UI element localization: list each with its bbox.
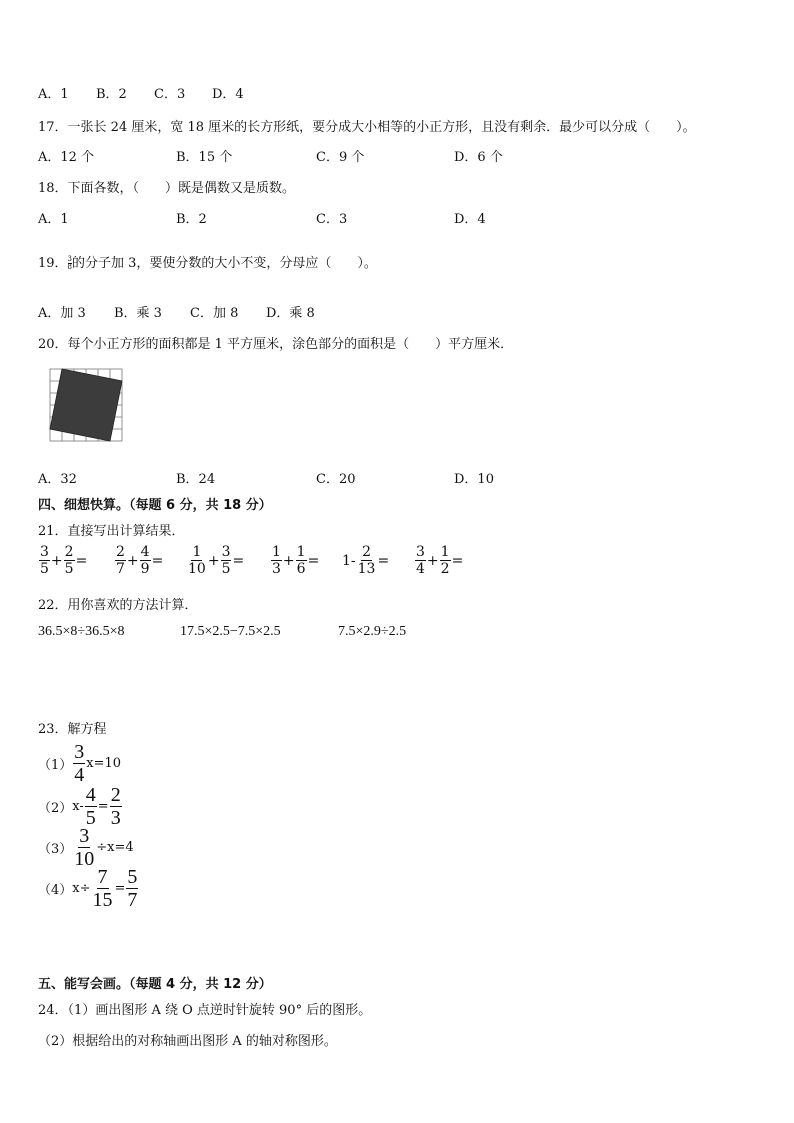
eq4-frac1-numerator: 7 [97, 866, 108, 888]
q22-expressions [38, 624, 406, 640]
q20-option-d[interactable]: D．10 [454, 472, 494, 487]
q16-option-d[interactable]: D．4 [212, 87, 244, 102]
q18-option-a[interactable]: A．1 [38, 212, 69, 227]
fraction-a [115, 545, 126, 576]
q17-option-b[interactable]: B．15 个 [176, 150, 233, 165]
fraction-a-numerator: 1 [192, 544, 202, 560]
q23-eq4 [38, 867, 139, 910]
fraction-a-denominator: 3 [272, 561, 281, 577]
operator: + [207, 552, 220, 569]
fraction-a-numerator: 2 [362, 544, 372, 560]
fraction-b [221, 545, 232, 576]
q20-option-b[interactable]: B．24 [176, 472, 216, 487]
q19-stem: 的分子加 3，要使分数的大小不变，分母应（ ）。 [72, 256, 377, 271]
fraction-a-denominator: 4 [416, 561, 425, 577]
q17-option-a[interactable]: A．12 个 [38, 150, 95, 165]
q19-number: 19． [38, 256, 68, 271]
eq2-label: （2） [38, 801, 73, 816]
q20-option-c[interactable]: C．20 [316, 472, 356, 487]
fraction-a-numerator: 2 [116, 544, 125, 560]
fraction-b [140, 545, 151, 576]
q22-expr-1: 36.5×8÷36.5×8 [38, 624, 125, 639]
eq2-fraction-1 [85, 785, 97, 828]
eq2-frac1-denominator: 5 [85, 807, 96, 829]
q21-text: 21．直接写出计算结果． [38, 524, 185, 539]
fraction-a [415, 545, 426, 576]
q16-option-a[interactable]: A．1 [38, 87, 69, 102]
q21-item [38, 545, 114, 576]
equals-sign: = [451, 552, 464, 569]
q18-option-d[interactable]: D．4 [454, 212, 486, 227]
q21-items [38, 545, 474, 576]
operator: + [50, 552, 63, 569]
fraction-a-numerator: 1 [272, 544, 281, 560]
eq4-fraction-2 [126, 867, 138, 910]
q21-item [114, 545, 186, 576]
q19-text [38, 252, 377, 271]
q17-text: 17．一张长 24 厘米，宽 18 厘米的长方形纸，要分成大小相等的小正方形，且没有剩余．最少可以分成（ ）。 [38, 120, 696, 135]
q20-options [38, 468, 494, 487]
q19-frac-numerator: 3 [67, 255, 73, 263]
q17-option-c[interactable]: C．9 个 [316, 150, 365, 165]
eq4-frac2-numerator: 5 [127, 866, 138, 888]
q21-item [414, 545, 474, 576]
fraction-a [271, 545, 282, 576]
fraction-a [357, 545, 377, 576]
q19-frac-denominator: 8 [67, 263, 73, 271]
fraction-b-numerator: 1 [296, 544, 306, 560]
eq1-label: （1） [38, 758, 73, 773]
eq2-equals: = [97, 799, 109, 814]
q16-options [38, 83, 244, 102]
q22-expr-2: 17.5×2.5−7.5×2.5 [180, 624, 281, 639]
fraction-a-numerator: 3 [416, 544, 425, 560]
q16-option-c[interactable]: C．3 [154, 87, 186, 102]
q23-eq3 [38, 826, 134, 869]
fraction-b-numerator: 1 [440, 544, 450, 560]
equals-sign: = [232, 552, 245, 569]
q16-option-b[interactable]: B．2 [96, 87, 127, 102]
q18-options [38, 208, 486, 227]
fraction-b-numerator: 3 [221, 544, 231, 560]
fraction-a-denominator: 5 [40, 561, 49, 577]
q20-text: 20．每个小正方形的面积都是 1 平方厘米，涂色部分的面积是（ ）平方厘米． [38, 337, 514, 352]
equals-sign: = [75, 552, 88, 569]
eq4-frac2-denominator: 7 [127, 889, 138, 911]
eq4-equals: = [114, 881, 126, 896]
fraction-b-denominator: 5 [221, 561, 231, 577]
fraction-b-denominator: 9 [140, 561, 150, 577]
fraction-b-denominator: 5 [64, 561, 74, 577]
eq3-rest: ÷x=4 [96, 840, 134, 855]
fraction-b [64, 545, 75, 576]
q19-option-a[interactable]: A．加 3 [38, 306, 86, 321]
q19-option-c[interactable]: C．加 8 [190, 306, 239, 321]
operator: + [282, 552, 295, 569]
q22-text: 22．用你喜欢的方法计算． [38, 598, 198, 613]
fraction-b-denominator: 2 [440, 561, 450, 577]
eq1-frac-numerator: 3 [74, 741, 85, 763]
eq1-rest: x=10 [86, 756, 122, 771]
eq4-prefix: x÷ [72, 881, 91, 896]
eq3-fraction [73, 826, 95, 869]
equals-sign: = [307, 552, 320, 569]
eq1-frac-denominator: 4 [74, 764, 85, 786]
operator: + [126, 552, 139, 569]
q17-option-d[interactable]: D．6 个 [454, 150, 503, 165]
q17-options [38, 146, 503, 165]
q18-option-b[interactable]: B．2 [176, 212, 207, 227]
eq2-prefix: x- [72, 799, 84, 814]
equals-sign: = [151, 552, 164, 569]
q21-item [270, 545, 342, 576]
fraction-a-denominator: 13 [357, 561, 376, 577]
eq3-label: （3） [38, 842, 73, 857]
q20-option-a[interactable]: A．32 [38, 472, 77, 487]
q18-option-c[interactable]: C．3 [316, 212, 348, 227]
eq2-fraction-2 [110, 785, 122, 828]
fraction-a-denominator: 10 [188, 561, 206, 577]
eq3-frac-numerator: 3 [79, 825, 90, 847]
q19-option-d[interactable]: D．乘 8 [266, 306, 315, 321]
eq2-frac2-denominator: 3 [110, 807, 121, 829]
grid-figure [49, 368, 125, 444]
q23-eq1 [38, 742, 121, 785]
q21-item [186, 545, 270, 576]
q19-options [38, 302, 315, 321]
fraction-a [187, 545, 207, 576]
eq4-fraction-1 [92, 867, 114, 910]
fraction-b-denominator: 6 [296, 561, 306, 577]
fraction-b [440, 545, 451, 576]
eq2-frac1-numerator: 4 [85, 784, 96, 806]
operator: + [426, 552, 439, 569]
q18-text: 18．下面各数，（ ）既是偶数又是质数。 [38, 181, 296, 196]
q22-expr-3: 7.5×2.9÷2.5 [338, 624, 407, 639]
q19-option-b[interactable]: B．乘 3 [114, 306, 162, 321]
section-5-title: 五、能写会画。（每题 4 分，共 12 分） [38, 977, 272, 992]
q23-text: 23．解方程 [38, 722, 107, 737]
fraction-a-numerator: 3 [40, 544, 49, 560]
fraction-b [296, 545, 307, 576]
eq1-fraction [73, 742, 85, 785]
shaded-square [50, 369, 122, 441]
eq4-frac1-denominator: 15 [92, 889, 113, 911]
fraction-a-denominator: 7 [116, 561, 125, 577]
fraction-b-numerator: 2 [64, 544, 74, 560]
section-4-title: 四、细想快算。（每题 6 分，共 18 分） [38, 498, 272, 513]
fraction-a [39, 545, 50, 576]
q24-line2: （2）根据给出的对称轴画出图形 A 的轴对称图形。 [38, 1034, 337, 1049]
eq4-label: （4） [38, 883, 73, 898]
eq2-frac2-numerator: 2 [110, 784, 121, 806]
q21-item [342, 545, 414, 576]
fraction-b-numerator: 4 [140, 544, 150, 560]
lead-text: 1- [342, 552, 356, 569]
q24-line1: 24．（1）画出图形 A 绕 O 点逆时针旋转 90° 后的图形。 [38, 1003, 372, 1018]
eq3-frac-denominator: 10 [74, 848, 95, 870]
q23-eq2 [38, 785, 123, 828]
equals-sign: = [377, 552, 390, 569]
